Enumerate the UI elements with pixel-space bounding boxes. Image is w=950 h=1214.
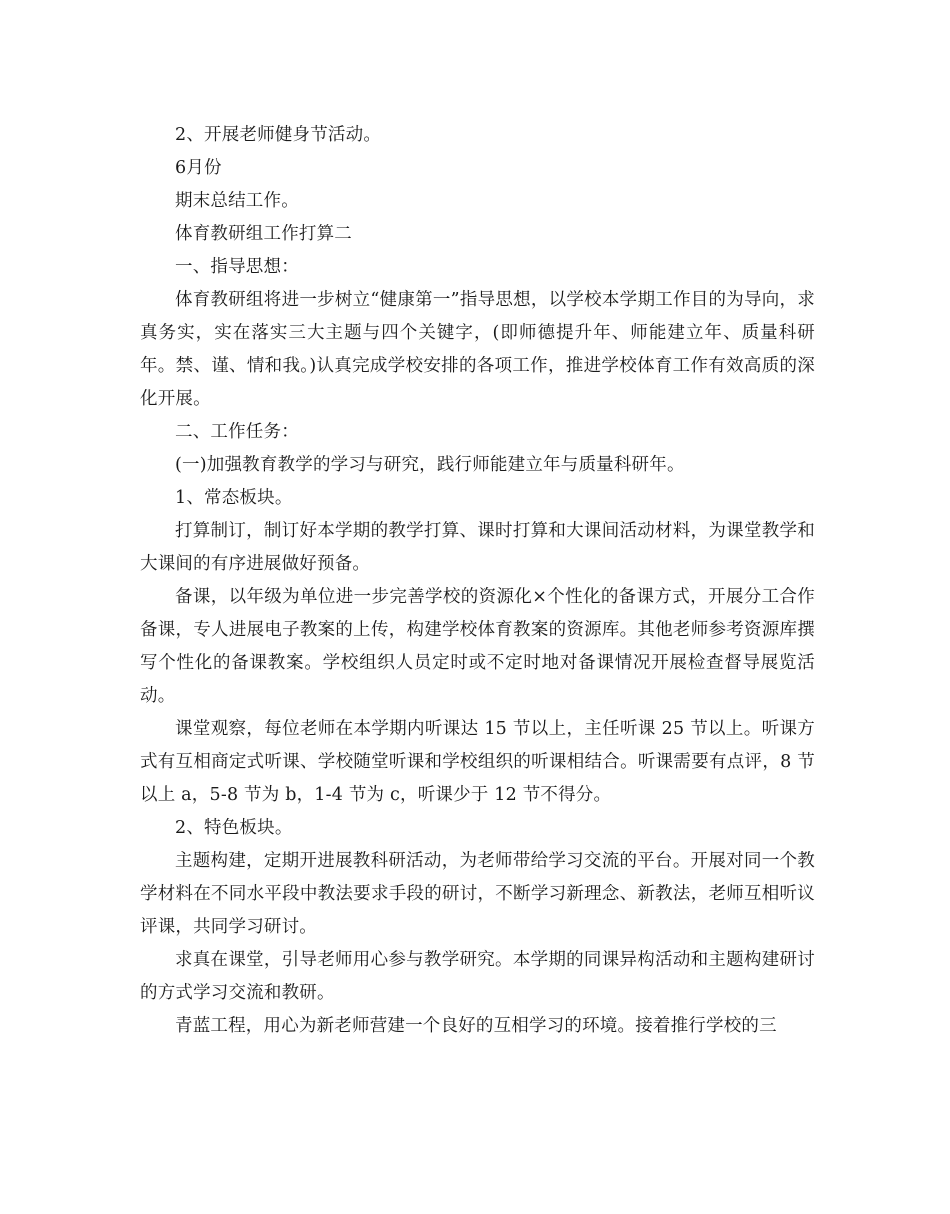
paragraph-6: 体育教研组将进一步树立“健康第一”指导思想，以学校本学期工作目的为导向，求真务实，实在落实三大主题与四个关键字，(即师德提升年、师能建立年、质量科研年。禁、谨、情和我。)认真完成学校安排的各项工作，推进学校体育工作有效高质的深化开展。 bbox=[140, 290, 815, 409]
paragraph-4-heading: 体育教研组工作打算二 bbox=[175, 224, 352, 244]
paragraph-15: 求真在课堂，引导老师用心参与教学研究。本学期的同课异构活动和主题构建研讨的方式学习交流和教研。 bbox=[140, 950, 815, 1003]
paragraph-9-heading: 1、常态板块。 bbox=[175, 488, 293, 508]
paragraph-12: 课堂观察，每位老师在本学期内听课达 15 节以上，主任听课 25 节以上。听课方式有互相商定式听课、学校随堂听课和学校组织的听课相结合。听课需要有点评，8 节以上 a，5-8 节为 b，1-4 节为 c，听课少于 12 节不得分。 bbox=[140, 719, 815, 805]
paragraph-5-heading: 一、指导思想： bbox=[175, 257, 299, 277]
paragraph-2: 6月份 bbox=[175, 158, 222, 178]
paragraph-16: 青蓝工程，用心为新老师营建一个良好的互相学习的环境。接着推行学校的三 bbox=[175, 1016, 777, 1036]
paragraph-8: (一)加强教育教学的学习与研究，践行师能建立年与质量科研年。 bbox=[175, 455, 685, 475]
paragraph-1: 2、开展老师健身节活动。 bbox=[175, 125, 382, 145]
paragraph-11: 备课，以年级为单位进一步完善学校的资源化×个性化的备课方式，开展分工合作备课，专人进展电子教案的上传，构建学校体育教案的资源库。其他老师参考资源库撰写个性化的备课教案。学校组织人员定时或不定时地对备课情况开展检查督导展览活动。 bbox=[140, 587, 815, 706]
paragraph-13-heading: 2、特色板块。 bbox=[175, 818, 293, 838]
paragraph-3: 期末总结工作。 bbox=[175, 191, 299, 211]
paragraph-14: 主题构建，定期开进展教科研活动，为老师带给学习交流的平台。开展对同一个教学材料在不同水平段中教法要求手段的研讨，不断学习新理念、新教法，老师互相听议评课，共同学习研讨。 bbox=[140, 851, 815, 937]
document-body bbox=[140, 119, 815, 1043]
paragraph-7-heading: 二、工作任务： bbox=[175, 422, 299, 442]
paragraph-10: 打算制订，制订好本学期的教学打算、课时打算和大课间活动材料，为课堂教学和大课间的有序进展做好预备。 bbox=[140, 521, 815, 574]
